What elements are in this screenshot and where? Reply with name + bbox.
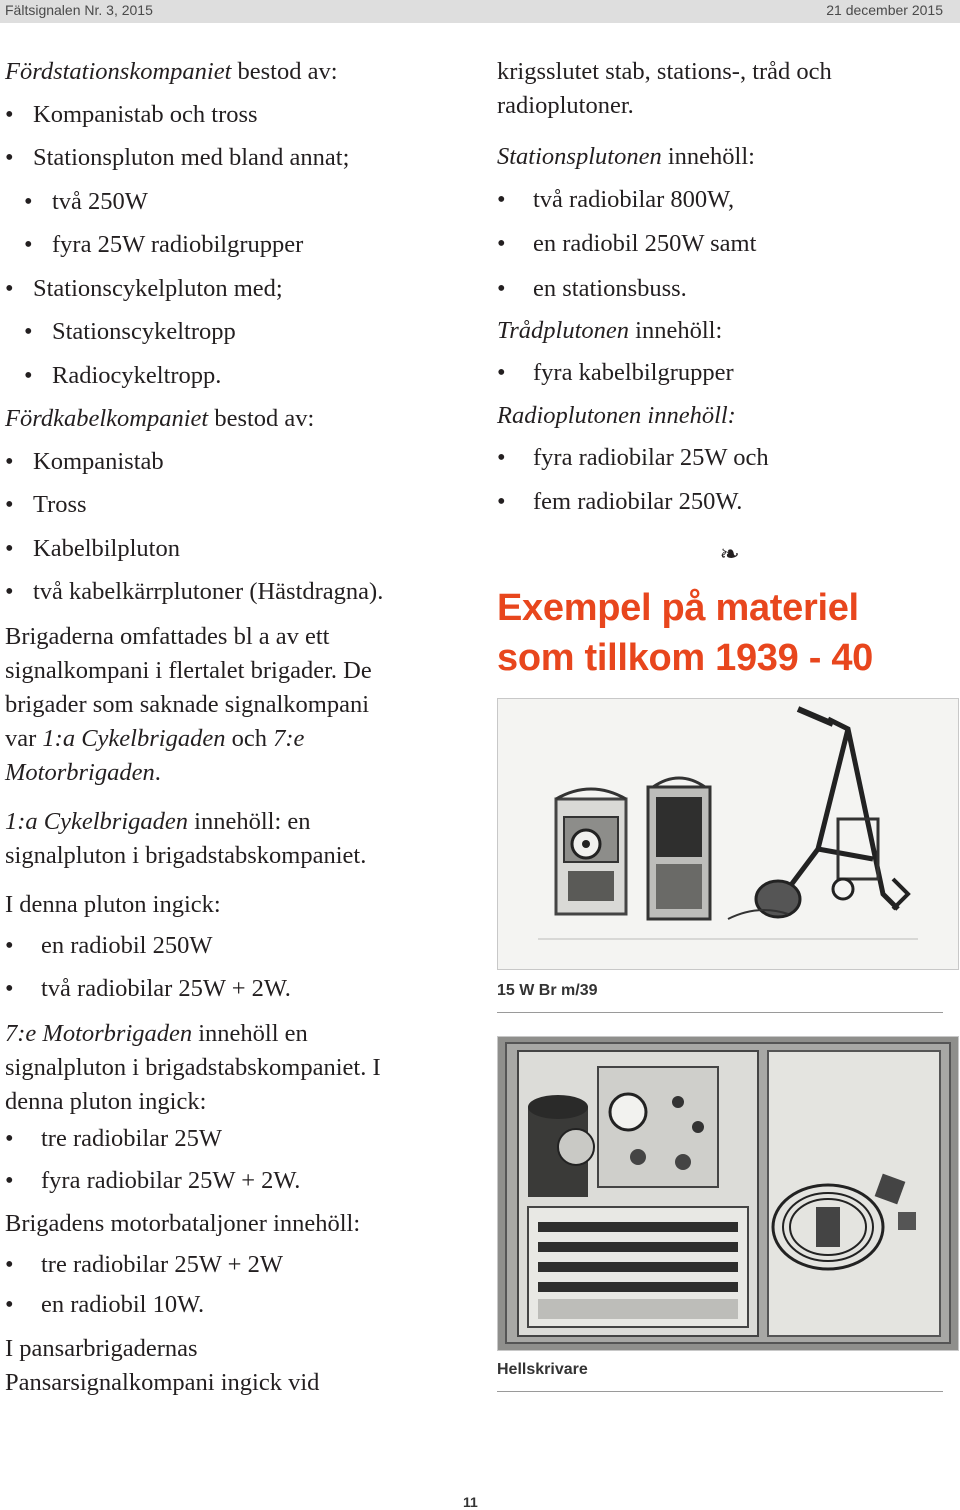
list-item: • Kompanistab <box>5 445 475 479</box>
list-item: • en radiobil 250W <box>5 929 475 963</box>
left-column <box>5 55 475 1400</box>
heading-line: Exempel på materiel <box>497 587 859 629</box>
list-item: • fyra radiobilar 25W + 2W. <box>5 1164 475 1198</box>
text-line: denna pluton ingick: <box>5 1088 207 1115</box>
text-line: 7:e Motorbrigaden innehöll en <box>5 1020 308 1047</box>
list-item: • fyra radiobilar 25W och <box>497 441 952 475</box>
list-item: • två radiobilar 800W, <box>497 183 952 217</box>
radio-station-photo <box>497 698 959 970</box>
list-item: • tre radiobilar 25W + 2W <box>5 1248 475 1282</box>
text-line: brigader som saknade signalkompani <box>5 691 370 718</box>
photo-caption: Hellskrivare <box>497 1361 588 1378</box>
issue-date: 21 december 2015 <box>826 2 943 18</box>
list-item: • tre radiobilar 25W <box>5 1122 475 1156</box>
caption-divider <box>497 1012 943 1013</box>
heading-line: som tillkom 1939 - 40 <box>497 637 873 679</box>
list-item: • Stationscykeltropp <box>5 315 475 349</box>
text-line: Stationsplutonen innehöll: <box>497 143 755 170</box>
list-item: • fem radiobilar 250W. <box>497 485 952 519</box>
list-item: • Stationspluton med bland annat; <box>5 141 475 175</box>
text-line: 1:a Cykelbrigaden innehöll: en <box>5 808 311 835</box>
caption-divider <box>497 1391 943 1392</box>
page-number: 11 <box>463 1494 478 1510</box>
list-item: • Tross <box>5 488 475 522</box>
list-item: • Kompanistab och tross <box>5 98 475 132</box>
list-item: • fyra kabelbilgrupper <box>497 356 952 390</box>
list-item: • två 250W <box>5 185 475 219</box>
publication-title: Fältsignalen Nr. 3, 2015 <box>5 2 153 18</box>
paragraph <box>5 1017 475 1119</box>
text-line: Radioplutonen innehöll: <box>497 402 736 429</box>
list-item: • två kabelkärrplutoner (Hästdragna). <box>5 575 475 609</box>
page-header <box>0 0 960 23</box>
text-line: Trådplutonen innehöll: <box>497 317 723 344</box>
hellskrivare-photo <box>497 1036 959 1351</box>
text-line: Brigaderna omfattades bl a av ett <box>5 623 330 650</box>
hellskrivare-illustration-icon <box>498 1037 958 1350</box>
list-item: • Stationscykelpluton med; <box>5 272 475 306</box>
list-item: • Kabelbilpluton <box>5 532 475 566</box>
right-column <box>497 55 952 683</box>
radio-station-illustration-icon <box>498 699 958 969</box>
paragraph <box>5 805 475 873</box>
paragraph <box>5 620 475 790</box>
text-line: Fördstationskompaniet bestod av: <box>5 58 338 85</box>
text-line: signalpluton i brigadstabskompaniet. I <box>5 1054 381 1081</box>
text-line: I pansarbrigadernas <box>5 1335 198 1362</box>
list-item: • fyra 25W radiobilgrupper <box>5 228 475 262</box>
text-line: I denna pluton ingick: <box>5 891 221 918</box>
list-item: • Radiocykeltropp. <box>5 359 475 393</box>
text-line: Pansarsignalkompani ingick vid <box>5 1369 320 1396</box>
photo-caption: 15 W Br m/39 <box>497 982 598 999</box>
text-line: Fördkabelkompaniet bestod av: <box>5 405 315 432</box>
list-item: • två radiobilar 25W + 2W. <box>5 972 475 1006</box>
text-line: krigsslutet stab, stations-, tråd och <box>497 58 832 85</box>
text-line: radioplutoner. <box>497 92 634 119</box>
list-item: • en radiobil 250W samt <box>497 227 952 261</box>
text-line: Motorbrigaden. <box>5 759 161 786</box>
text-line: signalpluton i brigadstabskompaniet. <box>5 842 367 869</box>
list-item: • en radiobil 10W. <box>5 1288 475 1322</box>
section-heading <box>497 583 952 683</box>
list-item: • en stationsbuss. <box>497 272 952 306</box>
text-line: signalkompani i flertalet brigader. De <box>5 657 372 684</box>
fleuron-ornament-icon: ❧ <box>719 540 740 568</box>
paragraph <box>5 1332 475 1400</box>
text-line: Brigadens motorbataljoner innehöll: <box>5 1210 361 1237</box>
text-line: var 1:a Cykelbrigaden och 7:e <box>5 725 305 752</box>
